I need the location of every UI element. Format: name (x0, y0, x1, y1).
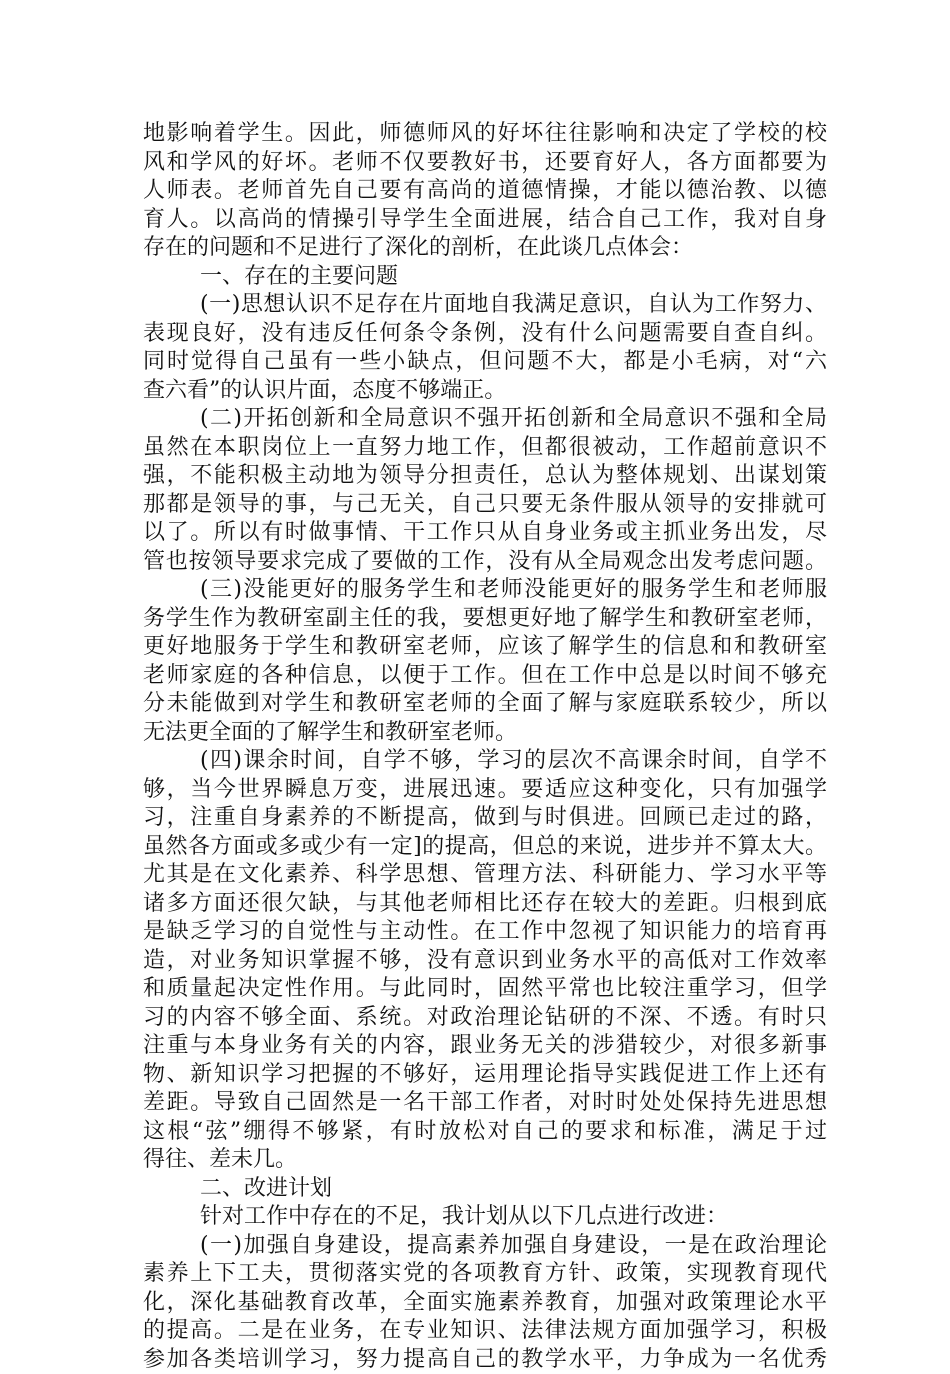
text-line: 表现良好，没有违反任何条令条例，没有什么问题需要自查自纠。 (143, 320, 827, 349)
document-body (143, 120, 827, 1374)
text-line: 那都是领导的事，与己无关，自己只要无条件服从领导的安排就可 (143, 491, 827, 520)
text-line: 无法更全面的了解学生和教研室老师。 (143, 719, 827, 748)
text-line: 尤其是在文化素养、科学思想、管理方法、科研能力、学习水平等 (143, 861, 827, 890)
text-line: 育人。以高尚的情操引导学生全面进展，结合自己工作，我对自身 (143, 206, 827, 235)
text-line: 和质量起决定性作用。与此同时，固然平常也比较注重学习，但学 (143, 975, 827, 1004)
text-line: 诸多方面还很欠缺，与其他老师相比还存在较大的差距。归根到底 (143, 890, 827, 919)
text-line: 化，深化基础教育改革，全面实施素养教育，加强对政策理论水平 (143, 1289, 827, 1318)
text-line: (四)课余时间，自学不够，学习的层次不高课余时间，自学不 (143, 747, 827, 776)
text-line: 务学生作为教研室副主任的我，要想更好地了解学生和教研室老师， (143, 605, 827, 634)
text-line: 的提高。二是在业务，在专业知识、法律法规方面加强学习，积极 (143, 1317, 827, 1346)
text-line: 虽然在本职岗位上一直努力地工作，但都很被动，工作超前意识不 (143, 434, 827, 463)
text-line: 老师家庭的各种信息，以便于工作。但在工作中总是以时间不够充 (143, 662, 827, 691)
text-line: 存在的问题和不足进行了深化的剖析，在此谈几点体会： (143, 234, 827, 263)
text-line: 同时觉得自己虽有一些小缺点，但问题不大，都是小毛病，对“六 (143, 348, 827, 377)
text-line: 分未能做到对学生和教研室老师的全面了解与家庭联系较少，所以 (143, 690, 827, 719)
text-line: 物、新知识学习把握的不够好，运用理论指导实践促进工作上还有 (143, 1061, 827, 1090)
text-line: 注重与本身业务有关的内容，跟业务无关的涉猎较少，对很多新事 (143, 1032, 827, 1061)
text-line: 管也按领导要求完成了要做的工作，没有从全局观念出发考虑问题。 (143, 548, 827, 577)
text-line: 风和学风的好坏。老师不仅要教好书，还要育好人，各方面都要为 (143, 149, 827, 178)
text-line: 一、存在的主要问题 (143, 263, 827, 292)
text-line: (一)思想认识不足存在片面地自我满足意识，自认为工作努力、 (143, 291, 827, 320)
text-line: 造，对业务知识掌握不够，没有意识到业务水平的高低对工作效率 (143, 947, 827, 976)
text-line: 得往、差未几。 (143, 1146, 827, 1175)
text-line: 习的内容不够全面、系统。对政治理论钻研的不深、不透。有时只 (143, 1004, 827, 1033)
text-line: 强，不能积极主动地为领导分担责任，总认为整体规划、出谋划策 (143, 462, 827, 491)
text-line: 习，注重自身素养的不断提高，做到与时俱进。回顾已走过的路， (143, 804, 827, 833)
text-line: 针对工作中存在的不足，我计划从以下几点进行改进： (143, 1203, 827, 1232)
text-line: 参加各类培训学习，努力提高自己的教学水平，力争成为一名优秀 (143, 1346, 827, 1374)
text-line: (三)没能更好的服务学生和老师没能更好的服务学生和老师服 (143, 576, 827, 605)
text-line: 查六看”的认识片面，态度不够端正。 (143, 377, 827, 406)
text-line: 差距。导致自己固然是一名干部工作者，对时时处处保持先进思想 (143, 1089, 827, 1118)
text-line: 以了。所以有时做事情、干工作只从自身业务或主抓业务出发，尽 (143, 519, 827, 548)
text-line: (一)加强自身建设，提高素养加强自身建设，一是在政治理论 (143, 1232, 827, 1261)
text-line: 地影响着学生。因此，师德师风的好坏往往影响和决定了学校的校 (143, 120, 827, 149)
text-line: 素养上下工夫，贯彻落实党的各项教育方针、政策，实现教育现代 (143, 1260, 827, 1289)
text-line: 是缺乏学习的自觉性与主动性。在工作中忽视了知识能力的培育再 (143, 918, 827, 947)
text-line: 这根“弦”绷得不够紧，有时放松对自己的要求和标准，满足于过 (143, 1118, 827, 1147)
text-line: 人师表。老师首先自己要有高尚的道德情操，才能以德治教、以德 (143, 177, 827, 206)
text-line: 虽然各方面或多或少有一定]的提高，但总的来说，进步并不算太大。 (143, 833, 827, 862)
text-line: 够，当今世界瞬息万变，进展迅速。要适应这种变化，只有加强学 (143, 776, 827, 805)
text-line: 二、改进计划 (143, 1175, 827, 1204)
text-line: 更好地服务于学生和教研室老师，应该了解学生的信息和和教研室 (143, 633, 827, 662)
text-line: (二)开拓创新和全局意识不强开拓创新和全局意识不强和全局 (143, 405, 827, 434)
